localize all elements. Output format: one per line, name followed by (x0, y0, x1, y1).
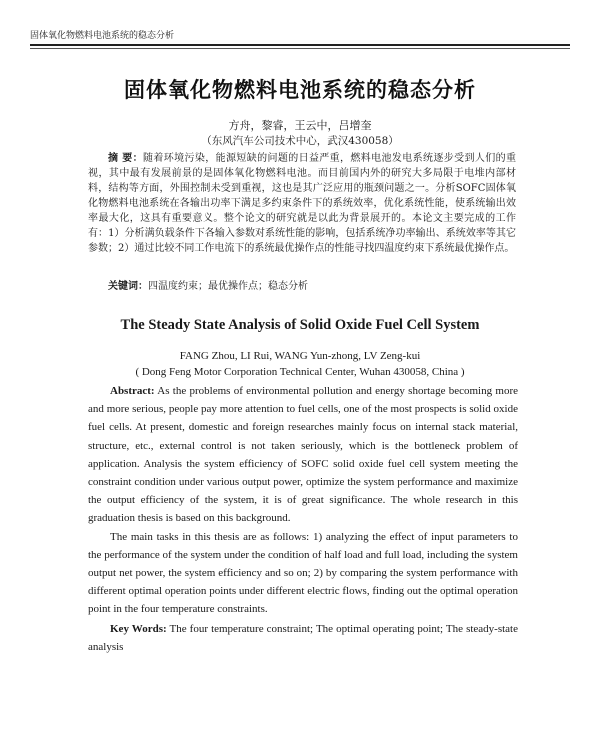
english-keywords-label: Key Words: (110, 622, 167, 635)
chinese-authors: 方舟，黎睿，王云中，吕增奎 (228, 119, 372, 132)
header-rule-thin (30, 48, 570, 49)
chinese-keywords-label: 关键词： (108, 281, 148, 292)
english-abstract-text: As the problems of environmental pollution and energy shortage becoming more and more serious, people pay more attention to fuel cells, one of the most prospects is solid oxide fuel cells. At present, domestic and foreign researches mainly focus on internal stack material, structure, etc., external control is not taken seriously, which is the bottleneck problem of application. Analysis the system efficiency of SOFC solid oxide fuel cell system meeting the constraint condition under various output power, optimize the system performance and maximize the output efficiency of the system, it is of great significance. The whole research in this graduation thesis is based on this background. (88, 385, 518, 525)
chinese-abstract (88, 151, 516, 256)
english-abstract-section (88, 382, 518, 656)
header-rule (30, 44, 570, 46)
chinese-affiliation: （东风汽车公司技术中心，武汉430058） (201, 135, 399, 147)
english-tasks-paragraph: The main tasks in this thesis are as follows: 1) analyzing the effect of input parameters to the performance of the system under the condition of half load and full load, including the system output net power, the system efficiency and so on; 2) by comparing the system performance with different optimal operation points under different electric flows, finding out the optimal operation point in the four temperature constraints. (88, 530, 518, 616)
english-affiliation: ( Dong Feng Motor Corporation Technical Center, Wuhan 430058, China ) (135, 366, 465, 378)
english-title: The Steady State Analysis of Solid Oxide Fuel Cell System (120, 317, 480, 333)
english-abstract-label: Abstract: (110, 385, 155, 397)
running-head: 固体氧化物燃料电池系统的稳态分析 (30, 31, 175, 41)
english-keywords-text: The four temperature constraint; The optimal operating point; The steady-state analysis (88, 622, 518, 653)
english-keywords (88, 620, 518, 656)
chinese-keywords (108, 279, 528, 294)
english-abstract (88, 382, 518, 528)
chinese-keywords-text: 四温度约束；最优操作点；稳态分析 (148, 281, 308, 292)
chinese-abstract-label: 摘 要： (108, 153, 143, 164)
english-authors: FANG Zhou, LI Rui, WANG Yun-zhong, LV Zeng-kui (179, 350, 421, 362)
chinese-abstract-text: 随着环境污染，能源短缺的问题的日益严重，燃料电池发电系统逐步受到人们的重视，其中最有发展前景的是固体氧化物燃料电池。而目前国内外的研究大多局限于电堆内部材料，结构等方面，外围控制未受到重视，这也是其广泛应用的瓶颈问题之一。分析SOFC固体氧化物燃料电池系统在各输出功率下满足多约束条件下的系统效率，优化系统性能，使系统输出效率最大化，这具有重要意义。整个论文的研究就是以此为背景展开的。本论文主要完成的工作有：1）分析满负载条件下各输入参数对系统性能的影响，包括系统净功率输出、系统效率等其它参数；2）通过比较不同工作电流下的系统最优操作点的性能寻找四温度约束下系统最优操作点。 (88, 153, 517, 254)
chinese-title: 固体氧化物燃料电池系统的稳态分析 (124, 78, 476, 102)
